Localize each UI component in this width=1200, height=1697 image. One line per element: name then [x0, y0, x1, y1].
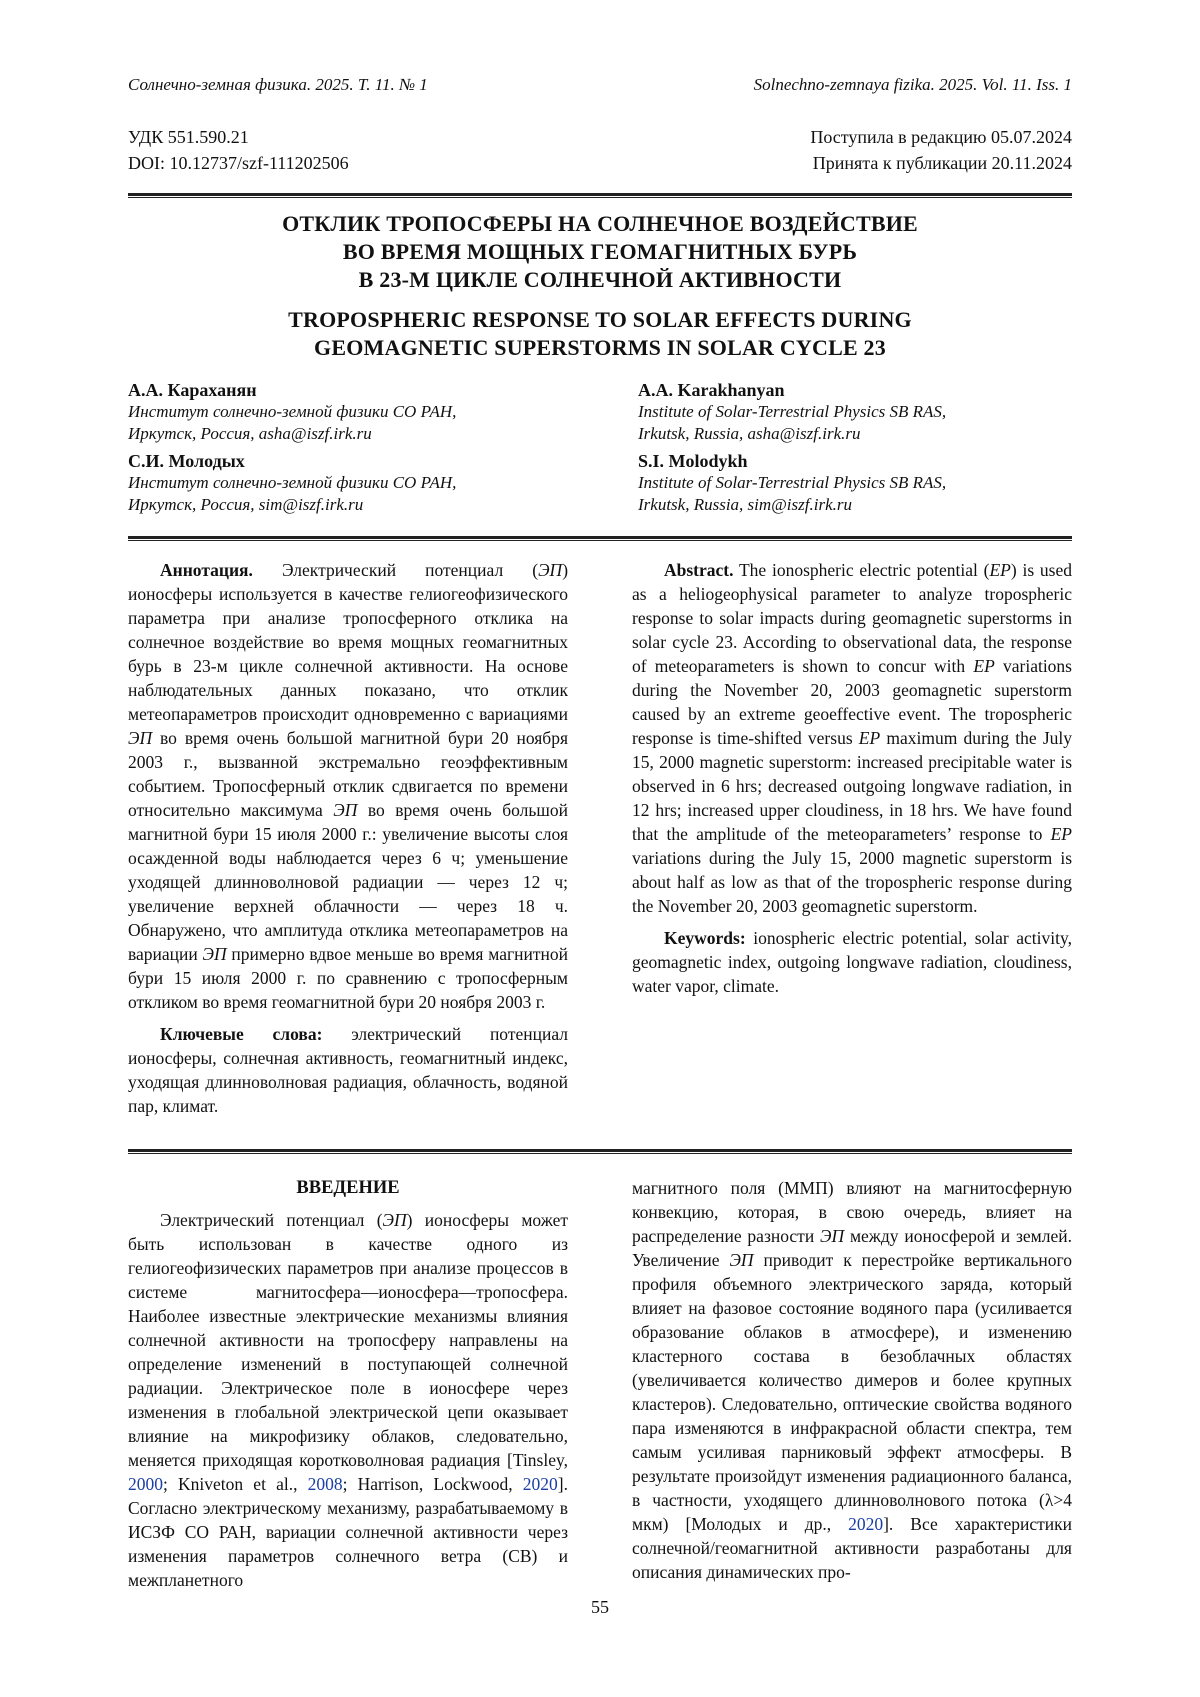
intro-text: ; Kniveton et al.,	[163, 1474, 308, 1494]
intro-text: магнитного поля (ММП) влияют на магнитосферную конвекцию, которая, в свою очередь, влияет на распределение разности ЭП между ионосферой и землей. Увеличение ЭП приводит к перестройке вертикального профиля объемного электрического заряда, который влияет на фазовое состояние водяного пара (усиливается образование облаков в атмосфере), и изменению кластерного состава в безоблачных областях (увеличивается количество димеров и более крупных кластеров). Следовательно, оптические свойства водяного пара изменяются в инфракрасной области спектра, тем самым усиливая парниковый эффект атмосферы. В результате произойдут изменения радиационного баланса, в частности, уходящего длинноволнового потока (λ>4 мкм) [Молодых и др.,	[632, 1178, 1072, 1534]
article-dates	[810, 124, 1072, 176]
author-name: A.A. Karakhanyan	[638, 380, 785, 400]
abstract-ru	[128, 558, 568, 1118]
author-affiliation: Institute of Solar-Terrestrial Physics SB RAS,	[638, 473, 947, 492]
author-affiliation: Irkutsk, Russia, asha@iszf.irk.ru	[638, 424, 861, 443]
intro-paragraph-continued	[632, 1176, 1072, 1584]
intro-paragraph	[128, 1208, 568, 1592]
divider-abstract-bottom	[128, 1149, 1072, 1154]
author-ru-1	[128, 379, 456, 445]
section-heading: ВВЕДЕНИЕ	[296, 1178, 400, 1198]
citation-link[interactable]: 2020	[522, 1474, 558, 1494]
author-affiliation: Institute of Solar-Terrestrial Physics SB RAS,	[638, 402, 947, 421]
udk: УДК 551.590.21	[128, 127, 249, 147]
title-ru-line: В 23-М ЦИКЛЕ СОЛНЕЧНОЙ АКТИВНОСТИ	[358, 267, 842, 292]
keywords-ru-label: Ключевые слова:	[160, 1024, 323, 1044]
abstract-en-text: The ionospheric electric potential (EP) is used as a heliogeophysical parameter to analyze tropospheric response to solar impacts during geomagnetic superstorms in solar cycle 23. According to observational data, the response of meteoparameters is shown to concur with EP variations during the November 20, 2003 geomagnetic superstorm caused by an extreme geoeffective event. The tropospheric response is time-shifted versus EP maximum during the July 15, 2000 magnetic superstorm: increased precipitable water is observed in 6 hrs; decreased outgoing longwave radiation, in 12 hrs; increased upper cloudiness, in 18 hrs. We have found that the amplitude of the meteoparameters’ response to EP variations during the July 15, 2000 magnetic superstorm is about half as low as that of the tropospheric response during the November 20, 2003 geomagnetic superstorm.	[632, 560, 1073, 916]
title-ru-line: ОТКЛИК ТРОПОСФЕРЫ НА СОЛНЕЧНОЕ ВОЗДЕЙСТВИЕ	[282, 211, 918, 236]
abstract-en	[632, 558, 1072, 998]
author-affiliation: Институт солнечно-земной физики СО РАН,	[128, 473, 457, 492]
title-en-line: TROPOSPHERIC RESPONSE TO SOLAR EFFECTS DURING	[288, 307, 912, 332]
citation-link[interactable]: 2000	[128, 1474, 163, 1494]
accepted-date: Принята к публикации 20.11.2024	[812, 153, 1072, 173]
author-affiliation: Иркутск, Россия, sim@iszf.irk.ru	[128, 495, 364, 514]
title-en	[128, 306, 1072, 362]
intro-text: ]. Согласно электрическому механизму, разрабатываемому в ИСЗФ СО РАН, вариации солнечной активности через изменения параметров солнечного ветра (СВ) и межпланетного	[128, 1474, 568, 1590]
author-name: S.I. Molodykh	[638, 451, 748, 471]
keywords-en	[632, 926, 1072, 998]
page-number: 55	[591, 1597, 609, 1617]
author-name: А.А. Караханян	[128, 380, 257, 400]
received-date: Поступила в редакцию 05.07.2024	[810, 127, 1072, 147]
keywords-en-label: Keywords:	[664, 928, 746, 948]
citation-link[interactable]: 2008	[307, 1474, 343, 1494]
citation-link[interactable]: 2020	[848, 1514, 884, 1534]
intro-text: ; Harrison, Lockwood,	[342, 1474, 523, 1494]
keywords-en-text: ionospheric electric potential, solar activity, geomagnetic index, outgoing longwave radiation, cloudiness, water vapor, climate.	[632, 928, 1072, 996]
author-affiliation: Irkutsk, Russia, sim@iszf.irk.ru	[638, 495, 852, 514]
abstract-en-body	[632, 558, 1072, 918]
journal-header-en: Solnechno-zemnaya fizika. 2025. Vol. 11. Iss. 1	[753, 75, 1072, 94]
author-ru-2	[128, 450, 456, 516]
intro-column-left	[128, 1176, 568, 1592]
author-affiliation: Иркутск, Россия, asha@iszf.irk.ru	[128, 424, 372, 443]
author-name: С.И. Молодых	[128, 451, 245, 471]
journal-header-ru: Солнечно-земная физика. 2025. Т. 11. № 1	[128, 75, 428, 94]
title-ru-line: ВО ВРЕМЯ МОЩНЫХ ГЕОМАГНИТНЫХ БУРЬ	[342, 239, 858, 264]
author-en-1	[638, 379, 946, 445]
article-ids	[128, 124, 349, 176]
author-affiliation: Институт солнечно-земной физики СО РАН,	[128, 402, 457, 421]
abstract-en-label: Abstract.	[664, 560, 734, 580]
divider-abstract-top	[128, 536, 1072, 541]
keywords-ru-text: электрический потенциал ионосферы, солнечная активность, геомагнитный индекс, уходящая длинноволновая радиация, облачность, водяной пар, климат.	[128, 1024, 568, 1116]
title-ru	[128, 210, 1072, 294]
divider-top	[128, 193, 1072, 198]
abstract-ru-label: Аннотация.	[160, 560, 253, 580]
title-en-line: GEOMAGNETIC SUPERSTORMS IN SOLAR CYCLE 23	[314, 335, 886, 360]
abstract-ru-text: Электрический потенциал (ЭП) ионосферы используется в качестве гелиогеофизического параметра при анализе тропосферного отклика на солнечное воздействие во время мощных геомагнитных бурь в 23-м цикле солнечной активности. На основе наблюдательных данных показано, что отклик метеопараметров происходит одновременно с вариациями ЭП во время очень большой магнитной бури 20 ноября 2003 г., вызванной экстремально геоэффективным событием. Тропосферный отклик сдвигается по времени относительно максимума ЭП во время очень большой магнитной бури 15 июля 2000 г.: увеличение высоты слоя осажденной воды наблюдается через 6 ч; уменьшение уходящей длинноволновой радиации — через 12 ч; увеличение верхней облачности — через 18 ч. Обнаружено, что амплитуда отклика метеопараметров на вариации ЭП примерно вдвое меньше во время магнитной бури 15 июля 2000 г. по сравнению с тропосферным откликом во время геомагнитной бури 20 ноября 2003 г.	[128, 560, 569, 1012]
keywords-ru	[128, 1022, 568, 1118]
intro-column-right	[632, 1176, 1072, 1584]
abstract-ru-body	[128, 558, 568, 1014]
intro-text: ]. Все характеристики солнечной/геомагнитной активности разработаны для описания динамических про-	[632, 1514, 1072, 1582]
author-en-2	[638, 450, 946, 516]
doi: DOI: 10.12737/szf-111202506	[128, 153, 349, 173]
intro-text: Электрический потенциал (ЭП) ионосферы может быть использован в качестве одного из гелиогеофизических параметров при анализе процессов в системе магнитосфера—ионосфера—тропосфера. Наиболее известные электрические механизмы влияния солнечной активности на тропосферу направлены на определение изменений в поступающей солнечной радиации. Электрическое поле в ионосфере через изменения в глобальной электрической цепи оказывает влияние на микрофизику облаков, следовательно, меняется приходящая коротковолновая радиация [Tinsley,	[128, 1210, 568, 1470]
